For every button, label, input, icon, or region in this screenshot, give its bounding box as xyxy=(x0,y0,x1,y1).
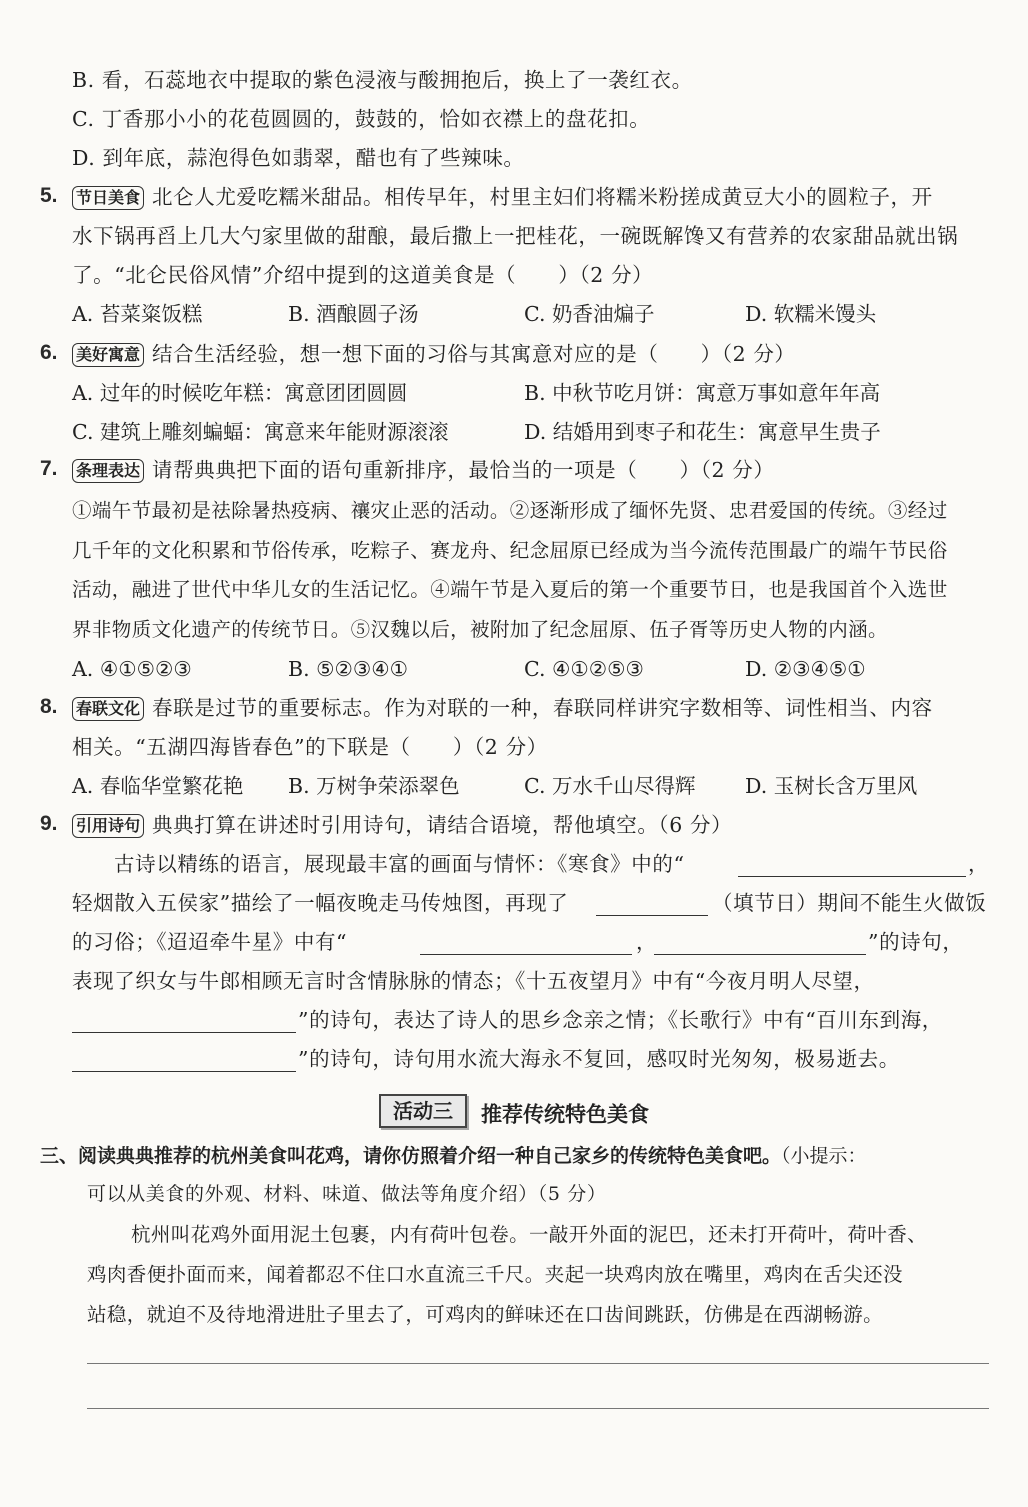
answer-line-2[interactable] xyxy=(87,1408,989,1409)
q9-number: 9. xyxy=(40,812,58,835)
q5-option-d: D. 软糯米馒头 xyxy=(745,302,877,326)
q5-option-a: A. 苔菜粢饭糕 xyxy=(72,302,203,326)
q9-blank-6[interactable] xyxy=(72,1071,296,1072)
q9-blank-5[interactable] xyxy=(72,1032,296,1033)
q7-option-a: A. ④①⑤②③ xyxy=(72,657,192,681)
q7-line1 xyxy=(72,456,774,484)
q9-para-3a: 的习俗；《迢迢牵牛星》中有“ xyxy=(72,930,348,954)
q9-para-3b: ， xyxy=(636,930,658,954)
q8-tag: 春联文化 xyxy=(72,697,144,721)
q5-option-b: B. 酒酿圆子汤 xyxy=(288,302,419,326)
prev-option-c: C. 丁香那小小的花苞圆圆的，鼓鼓的，恰如衣襟上的盘花扣。 xyxy=(72,107,651,131)
prev-option-d: D. 到年底，蒜泡得色如翡翠，醋也有了些辣味。 xyxy=(72,146,525,170)
q7-tag: 条理表达 xyxy=(72,459,144,483)
q8-stem: 春联是过节的重要标志。作为对联的一种，春联同样讲究字数相等、词性相当、内容 xyxy=(152,696,933,720)
q9-blank-4[interactable] xyxy=(654,954,866,955)
q6-option-d: D. 结婚用到枣子和花生：寓意早生贵子 xyxy=(524,420,881,444)
q9-para-2b: （填节日）期间不能生火做饭 xyxy=(712,891,987,915)
q9-line1 xyxy=(72,811,732,839)
q5-line2: 水下锅再舀上几大勺家里做的甜酿，最后撒上一把桂花，一碗既解馋又有营养的农家甜品就出锅 xyxy=(72,224,959,248)
q5-number: 5. xyxy=(40,184,58,207)
section-title: 推荐传统特色美食 xyxy=(481,1102,649,1127)
part3-sample-3: 站稳，就迫不及待地滑进肚子里去了，可鸡肉的鲜味还在口齿间跳跃，仿佛是在西湖畅游。 xyxy=(87,1303,884,1326)
q9-para-1a: 古诗以精练的语言，展现最丰富的画面与情怀：《寒食》中的“ xyxy=(114,852,685,876)
q8-line2: 相关。“五湖四海皆春色”的下联是（ ）（2 分） xyxy=(72,735,548,759)
q6-option-a: A. 过年的时候吃年糕：寓意团团圆圆 xyxy=(72,381,408,405)
q8-option-a: A. 春临华堂繁花艳 xyxy=(72,774,244,798)
part3-sample-1: 杭州叫花鸡外面用泥土包裹，内有荷叶包卷。一敲开外面的泥巴，还未打开荷叶，荷叶香、 xyxy=(131,1223,928,1246)
answer-line-1[interactable] xyxy=(87,1363,989,1364)
q7-number: 7. xyxy=(40,457,58,480)
q9-para-1b: ， xyxy=(968,852,990,876)
part3-hint-start: （小提示： xyxy=(781,1145,867,1167)
q9-blank-1[interactable] xyxy=(738,876,966,877)
q6-option-c: C. 建筑上雕刻蝙蝠：寓意来年能财源滚滚 xyxy=(72,420,449,444)
q9-blank-2[interactable] xyxy=(596,915,708,916)
q5-line1 xyxy=(72,183,933,211)
q6-tag: 美好寓意 xyxy=(72,343,144,367)
q8-option-d: D. 玉树长含万里风 xyxy=(745,774,918,798)
q5-stem: 北仑人尤爱吃糯米甜品。相传早年，村里主妇们将糯米粉搓成黄豆大小的圆粒子，开 xyxy=(152,185,933,209)
q6-option-b: B. 中秋节吃月饼：寓意万事如意年年高 xyxy=(524,381,881,405)
section-header xyxy=(0,1094,1028,1129)
q7-stem: 请帮典典把下面的语句重新排序，最恰当的一项是（ ）（2 分） xyxy=(152,458,775,482)
q9-para-6: ”的诗句，诗句用水流大海永不复回，感叹时光匆匆，极易逝去。 xyxy=(298,1047,900,1071)
q9-tag: 引用诗句 xyxy=(72,814,144,838)
q8-number: 8. xyxy=(40,695,58,718)
prev-option-b: B. 看，石蕊地衣中提取的紫色浸液与酸拥抱后，换上了一袭红衣。 xyxy=(72,68,693,92)
q8-option-c: C. 万水千山尽得辉 xyxy=(524,774,696,798)
q6-line1 xyxy=(72,340,796,368)
q9-para-2a: 轻烟散入五侯家”描绘了一幅夜晚走马传烛图，再现了 xyxy=(72,891,569,915)
q5-tag: 节日美食 xyxy=(72,186,144,210)
q8-line1 xyxy=(72,694,933,722)
q6-stem: 结合生活经验，想一想下面的习俗与其寓意对应的是（ ）（2 分） xyxy=(152,342,796,366)
q5-option-c: C. 奶香油煸子 xyxy=(524,302,655,326)
q9-stem: 典典打算在讲述时引用诗句，请结合语境，帮他填空。（6 分） xyxy=(152,813,733,837)
section-box-label: 活动三 xyxy=(379,1094,467,1128)
part3-hint: 可以从美食的外观、材料、味道、做法等角度介绍）（5 分） xyxy=(87,1183,607,1205)
q7-option-b: B. ⑤②③④① xyxy=(288,657,408,681)
q9-para-4: 表现了织女与牛郎相顾无言时含情脉脉的情态；《十五夜望月》中有“今夜月明人尽望， xyxy=(72,969,875,993)
q7-passage-4: 界非物质文化遗产的传统节日。⑤汉魏以后，被附加了纪念屈原、伍子胥等历史人物的内涵。 xyxy=(72,618,888,641)
part3-sample-2: 鸡肉香便扑面而来，闻着都忍不住口水直流三千尺。夹起一块鸡肉放在嘴里，鸡肉在舌尖还没 xyxy=(87,1263,903,1286)
q7-option-c: C. ④①②⑤③ xyxy=(524,657,644,681)
q8-option-b: B. 万树争荣添翠色 xyxy=(288,774,460,798)
q9-para-5: ”的诗句，表达了诗人的思乡念亲之情；《长歌行》中有“百川东到海， xyxy=(298,1008,943,1032)
q9-para-3c: ”的诗句， xyxy=(868,930,964,954)
q6-number: 6. xyxy=(40,341,58,364)
q5-line3: 了。“北仑民俗风情”介绍中提到的这道美食是（ ）（2 分） xyxy=(72,263,654,287)
q7-passage-2: 几千年的文化积累和节俗传承，吃粽子、赛龙舟、纪念屈原已经成为当今流传范围最广的端午节民俗 xyxy=(72,539,948,562)
q7-option-d: D. ②③④⑤① xyxy=(745,657,866,681)
part3-question xyxy=(40,1142,867,1170)
q9-blank-3[interactable] xyxy=(420,954,632,955)
q7-passage-1: ①端午节最初是祛除暑热疫病、禳灾止恶的活动。②逐渐形成了缅怀先贤、忠君爱国的传统。③经过 xyxy=(72,499,948,522)
q7-passage-3: 活动，融进了世代中华儿女的生活记忆。④端午节是入夏后的第一个重要节日，也是我国首个入选世 xyxy=(72,578,948,601)
part3-stem: 三、阅读典典推荐的杭州美食叫花鸡，请你仿照着介绍一种自己家乡的传统特色美食吧。 xyxy=(40,1145,782,1167)
